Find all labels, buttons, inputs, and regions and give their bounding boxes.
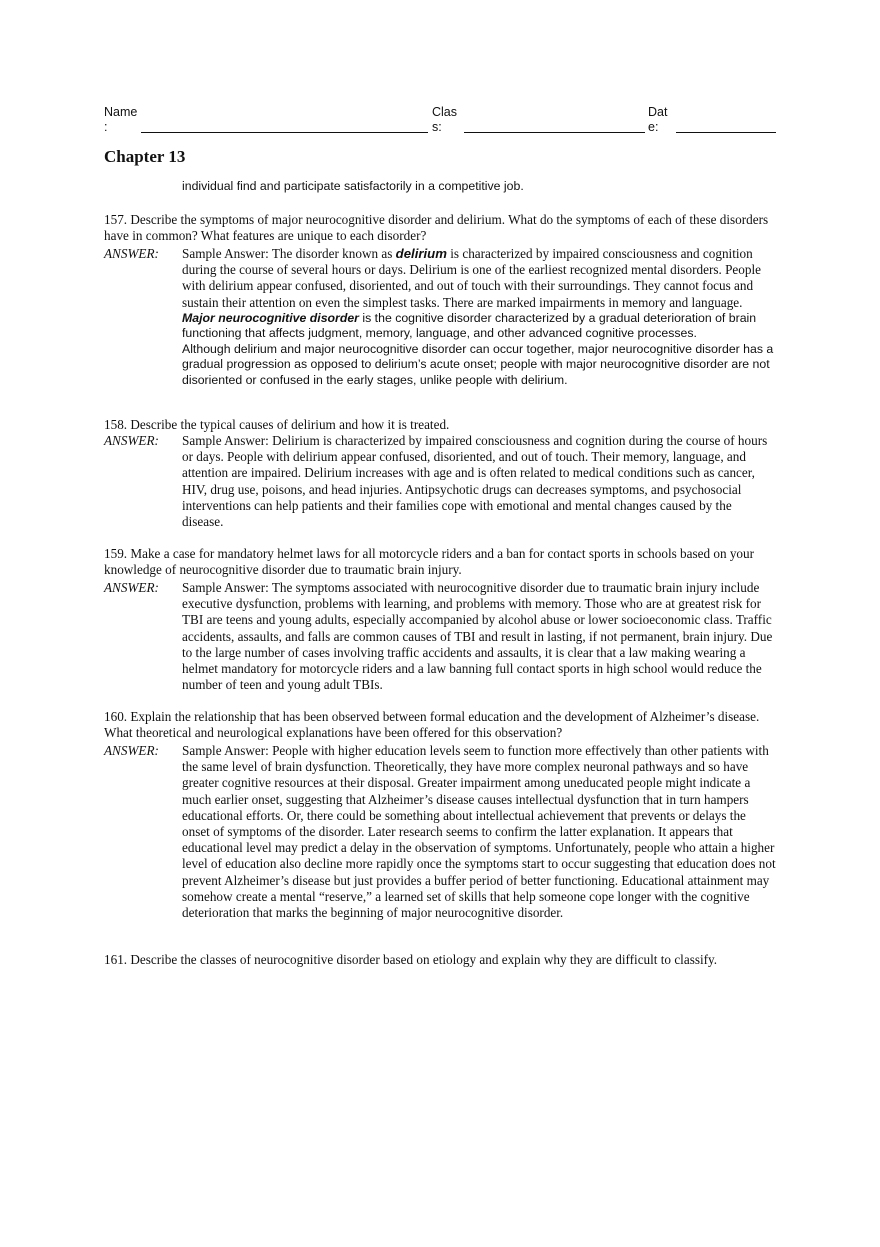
question-157 (104, 212, 776, 244)
question-number: 159. (104, 546, 128, 561)
answer-text: is the cognitive disorder characterized by a gradual deterioration of brain functioning that affects judgment, memory, language, and other advanced cognitive processes. (182, 310, 757, 341)
question-text (104, 212, 776, 244)
answer-label: ANSWER: (104, 246, 159, 261)
answer-label: ANSWER: (104, 580, 159, 595)
question-text (104, 417, 776, 433)
answer-body: Sample Answer: People with higher education levels seem to function more effectively than other patients with the same level of brain dysfunction. Theoretically, they have more complex neuronal pathways and so have greater cognitive resources at their disposal. Greater impairment among uneducated people might indicate a much earlier onset, suggesting that Alzheimer’s disease causes intellectual dysfunction that in turn hampers educational efforts. Or, there could be something about intellectual achievement that prevents or delays the onset of symptoms of the disorder. Later research seems to confirm the latter explanation. It appears that educational level may predict a delay in the observation of symptoms. Unfortunately, people who attain a higher level of education also decline more rapidly once the symptoms start to occur suggesting that education does not prevent Alzheimer’s disease but just provides a buffer period of better functioning. Educational attainment may somehow create a mental “reserve,” a learned set of skills that help someone cope longer with the cognitive deterioration that marks the beginning of major neurocognitive disorder. (182, 743, 776, 921)
question-number: 158. (104, 417, 128, 432)
intro-fragment: individual find and participate satisfactorily in a competitive job. (182, 179, 524, 193)
answer-158 (104, 433, 776, 530)
question-158 (104, 417, 776, 433)
answer-body: Sample Answer: The symptoms associated with neurocognitive disorder due to traumatic brain injury include executive dysfunction, problems with learning, and problems with memory. Those who are at greatest risk for TBI are teens and young adults, especially accompanied by alcohol abuse or lower socioeconomic class. Traffic accidents, assaults, and falls are common causes of TBI and result in lasting, if not permanent, brain injury. Due to the large number of cases involving traffic accidents and assaults, it is clear that a law making wearing a helmet mandatory for motorcycle riders and a law banning full contact sports in high school would reduce the number of teen and young adult TBIs. (182, 580, 773, 693)
answer-body (182, 246, 776, 311)
question-body: Describe the typical causes of delirium and how it is treated. (130, 417, 450, 432)
answer-label: ANSWER: (104, 433, 159, 448)
answer-body: Sample Answer: Delirium is characterized by impaired consciousness and cognition during the course of hours or days. People with delirium appear confused, disoriented, and out of touch. Their memory, language, and attention are impaired. Delirium increases with age and is often related to medical conditions such as cancer, HIV, drug use, poisons, and head injuries. Antipsychotic drugs can decreases symptoms, and psychosocial interventions can help patients and their families cope with emotional and mental changes caused by the disease. (182, 433, 768, 530)
date-label-line1: Dat (648, 105, 668, 119)
answer-text: is characterized by impaired consciousness and cognition during the course of several hours or days. Delirium is one of the earliest recognized mental disorders. People with delirium appear confused, disoriented, and out of touch with their surroundings. They cannot focus and sustain their attention on even the simplest tasks. There are marked impairments in memory and language. (182, 246, 761, 310)
name-label-line2: : (104, 120, 108, 134)
class-label-line2: s: (432, 120, 442, 134)
question-number: 157. (104, 212, 128, 227)
answer-label: ANSWER: (104, 743, 159, 758)
question-number: 160. (104, 709, 128, 724)
question-body: Explain the relationship that has been observed between formal education and the development of Alzheimer’s disease. What theoretical and neurological explanations have been offered for this observation? (104, 709, 760, 741)
class-label-line1: Clas (432, 105, 458, 119)
question-body: Make a case for mandatory helmet laws for all motorcycle riders and a ban for contact sports in schools based on your knowledge of neurocognitive disorder due to traumatic brain injury. (104, 546, 755, 578)
chapter-title: Chapter 13 (104, 147, 186, 166)
answer-text: Sample Answer: The disorder known as (182, 246, 396, 261)
answer-body-p2 (182, 311, 776, 342)
question-text (104, 546, 776, 578)
class-field-line[interactable] (464, 132, 645, 133)
name-field-line[interactable] (141, 132, 428, 133)
answer-157 (104, 246, 776, 388)
answer-160 (104, 743, 776, 921)
date-label (648, 105, 667, 135)
date-label-line2: e: (648, 120, 659, 134)
question-text (104, 709, 776, 741)
answer-159 (104, 580, 776, 693)
class-label (432, 105, 457, 135)
name-label (104, 105, 137, 135)
question-159 (104, 546, 776, 578)
question-number: 161. (104, 952, 128, 967)
question-text (104, 952, 776, 968)
question-161 (104, 952, 776, 968)
question-160 (104, 709, 776, 741)
question-body: Describe the symptoms of major neurocognitive disorder and delirium. What do the symptoms of each of these disorders have in common? What features are unique to each disorder? (104, 212, 769, 244)
term-delirium: delirium (395, 246, 447, 261)
question-body: Describe the classes of neurocognitive disorder based on etiology and explain why they are difficult to classify. (130, 952, 718, 967)
term-major-neurocognitive-disorder: Major neurocognitive disorder (182, 310, 359, 325)
name-label-line1: Name (104, 105, 138, 119)
date-field-line[interactable] (676, 132, 776, 133)
answer-body-p3: Although delirium and major neurocognitive disorder can occur together, major neurocognitive disorder has a gradual progression as opposed to delirium’s acute onset; people with major neurocognitive disorder are not disoriented or confused in the early stages, unlike people with delirium. (182, 341, 774, 387)
